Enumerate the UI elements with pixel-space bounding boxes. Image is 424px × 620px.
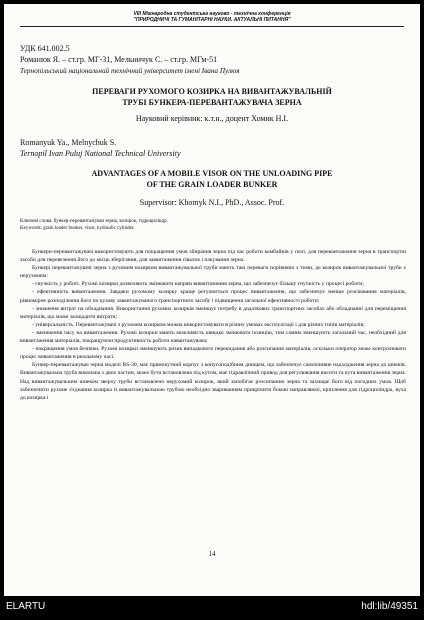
title-ua-line2: ТРУБІ БУНКЕРА-ПЕРЕВАНТАЖУВАЧА ЗЕРНА [122, 98, 302, 107]
list-item: - гнучкість у роботі. Рухомі козирки дозволяють змінювати напрям вивантаження зерна, що забезпечує більшу гнучкість у процесі роботи; [32, 281, 364, 288]
list-item: - зниження витрат на обладнання. Використання рухомих козирків зменшує потребу в додаткових транспортних засобах або обладнанні для переміщення матеріалів, що може заощадити витрати; [20, 305, 406, 320]
authors-en: Romanyuk Ya., Melnychuk S. [20, 138, 117, 147]
article-body [20, 248, 406, 402]
supervisor-en: Supervisor: Khomyk N.I., PhD., Assoc. Prof. [139, 198, 285, 207]
keywords-ua: Ключові слова: бункер-перевантажувач зерна, козирок, гідроциліндр. [20, 219, 168, 224]
list-item: - зменшення часу на вивантаження. Рухомі козирки мають можливість швидко змінювати позицію, тим самим зменшують загальний час, необхідний для вивантаження матеріалів, покращуючи продуктивність роботи навантажувача; [20, 329, 406, 345]
body-paragraph: Бункери-перевантажувачі використовують для покращення умов збирання зерна під час роботи комбайнів у полі, для перевантаження зерна в транспортні засоби для перевезення його до місць зберігання, для завантаження сівалок і пакування зерна. [20, 249, 406, 264]
list-item: - покращення умов безпеки. Рухомі козирки зменшують ризик випадкового перекидання або розсипання матеріалів, оскільки оператор може контролювати процес вивантаження в реальному часі. [20, 346, 406, 361]
affiliation-ua: Тернопільський національний технічний університет імені Івана Пулюя [20, 67, 240, 75]
affiliation-en: Ternopil Ivan Puluj National Technical University [20, 149, 181, 158]
conference-header [4, 11, 420, 23]
conference-header-line2: "ПРИРОДНИЧІ ТА ГУМАНІТАРНІ НАУКИ. АКТУАЛЬНІ ПИТАННЯ" [133, 17, 291, 23]
body-paragraph: Бункер-перевантажувач зерна моделі BS-30, має прямокутний корпус з конусоподібним днищем, що забезпечує самопливне надходження зерна до шнеків. Вивантажувальна труба виконана з двох частин, може бути встановлена під кутом, має гідравлічний привод для регулювання висоти та кута вивантаження зерна. Над вивантажувальним шнеком зверху труби встановлено нерухомий козирок, який запобігає розсипанню зерна та захищає його від погодних умов. Щоб забезпечити рухоме з'єднання козирка із вивантажувальною трубою необхідно звариванням прикріпити бокові направляючі, кріплення для гідроциліндра, вуха до козирка і [20, 362, 406, 401]
title-en-line1: ADVANTAGES OF A MOBILE VISOR ON THE UNLOADING PIPE [91, 169, 333, 178]
header-divider [20, 26, 404, 27]
supervisor-ua: Науковий керівник: к.т.н., доцент Хомик Н.І. [135, 114, 289, 123]
authors-ua: Романюк Я. – ст.гр. МГ-31, Мельничук С. – ст.гр. МГм-51 [20, 55, 218, 64]
footer-handle: hdl:lib/49351 [361, 601, 418, 612]
title-en-line2: OF THE GRAIN LOADER BUNKER [146, 180, 278, 189]
page-number: 14 [208, 550, 216, 558]
body-paragraph: Бункері перевантажувачі зерна з рухомим козирком вивантажувальної труби мають такі переваги порівняно з тими, де козирок вивантажувальної труби є нерухомим: [20, 265, 406, 280]
conference-header-line1: VIII Міжнародна студентська науково - технічна конференція [133, 11, 291, 17]
keywords-en: Keywords: grain loader bunker, visor, hydraulic cylinder. [20, 226, 135, 231]
list-item: - ефективність вивантаження. Завдяки рухомому козирку краще регулюється процес вивантаження, що забезпечує менше розсіювання матеріалів, рівномірне розподілення його по кузову завантажуваного транспортного засобу і підвищення загальної ефективності роботи; [20, 289, 406, 304]
footer-repository-label: ELARTU [6, 601, 46, 612]
list-item: - універсальність. Перевантажувачі з рухомим козирком можна використовувати в різних умовах експлуатації і для різних типів матеріалів; [32, 321, 365, 328]
document-page [4, 4, 420, 596]
udc-code: УДК 641.002.5 [20, 44, 70, 53]
title-ua-line1: ПЕРЕВАГИ РУХОМОГО КОЗИРКА НА ВИВАНТАЖУВАЛЬНІЙ [92, 87, 332, 96]
